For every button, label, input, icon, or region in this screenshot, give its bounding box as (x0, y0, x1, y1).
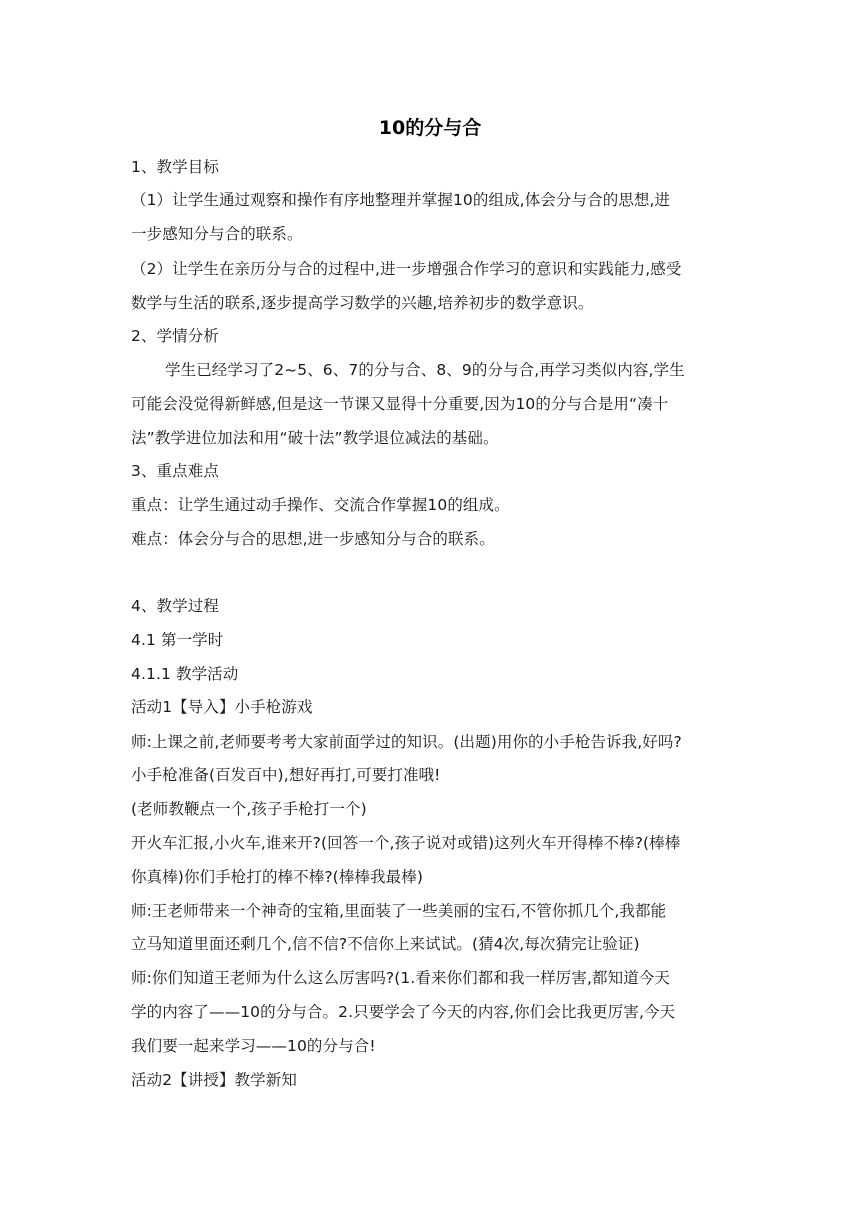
paragraph-line: 重点：让学生通过动手操作、交流合作掌握10的组成。 (131, 496, 510, 514)
paragraph-line: 你真棒)你们手枪打的棒不棒?(棒棒我最棒) (131, 868, 423, 886)
paragraph-line: 师:上课之前,老师要考考大家前面学过的知识。(出题)用你的小手枪告诉我,好吗? (131, 733, 682, 751)
activity-heading: 活动1【导入】小手枪游戏 (131, 698, 313, 716)
paragraph-line: 可能会没觉得新鲜感,但是这一节课又显得十分重要,因为10的分与合是用“凑十 (131, 395, 669, 413)
paragraph-line: 师:你们知道王老师为什么这么厉害吗?(1.看来你们都和我一样厉害,都知道今天 (131, 969, 671, 987)
paragraph-line: （1）让学生通过观察和操作有序地整理并掌握10的组成,体会分与合的思想,进 (131, 191, 671, 209)
paragraph-line: 立马知道里面还剩几个,信不信?不信你上来试试。(猜4次,每次猜完让验证) (131, 935, 640, 953)
section-heading-objectives: 1、教学目标 (131, 158, 219, 176)
paragraph-line: 学的内容了——10的分与合。2.只要学会了今天的内容,你们会比我更厉害,今天 (131, 1003, 676, 1021)
paragraph-line: (老师教鞭点一个,孩子手枪打一个) (131, 800, 367, 818)
subsection-heading: 4.1.1 教学活动 (131, 665, 239, 683)
paragraph-line: 数学与生活的联系,逐步提高学习数学的兴趣,培养初步的数学意识。 (131, 294, 594, 312)
paragraph-line: （2）让学生在亲历分与合的过程中,进一步增强合作学习的意识和实践能力,感受 (131, 260, 682, 278)
paragraph-line: 师:王老师带来一个神奇的宝箱,里面装了一些美丽的宝石,不管你抓几个,我都能 (131, 902, 667, 920)
paragraph-line: 小手枪准备(百发百中),想好再打,可要打准哦! (131, 766, 441, 784)
section-heading-analysis: 2、学情分析 (131, 327, 219, 345)
paragraph-line: 难点：体会分与合的思想,进一步感知分与合的联系。 (131, 530, 495, 548)
paragraph-line: 开火车汇报,小火车,谁来开?(回答一个,孩子说对或错)这列火车开得棒不棒?(棒棒 (131, 834, 681, 852)
paragraph-line: 一步感知分与合的联系。 (131, 225, 303, 243)
paragraph-line: 学生已经学习了2~5、6、7的分与合、8、9的分与合,再学习类似内容,学生 (165, 361, 685, 379)
document-title: 10的分与合 (378, 117, 482, 139)
activity-heading: 活动2【讲授】教学新知 (131, 1071, 297, 1089)
subsection-heading: 4.1 第一学时 (131, 631, 224, 649)
section-heading-key-points: 3、重点难点 (131, 462, 219, 480)
section-heading-process: 4、教学过程 (131, 597, 219, 615)
paragraph-line: 法”教学进位加法和用“破十法”教学退位减法的基础。 (131, 429, 499, 447)
paragraph-line: 我们要一起来学习——10的分与合! (131, 1037, 376, 1055)
